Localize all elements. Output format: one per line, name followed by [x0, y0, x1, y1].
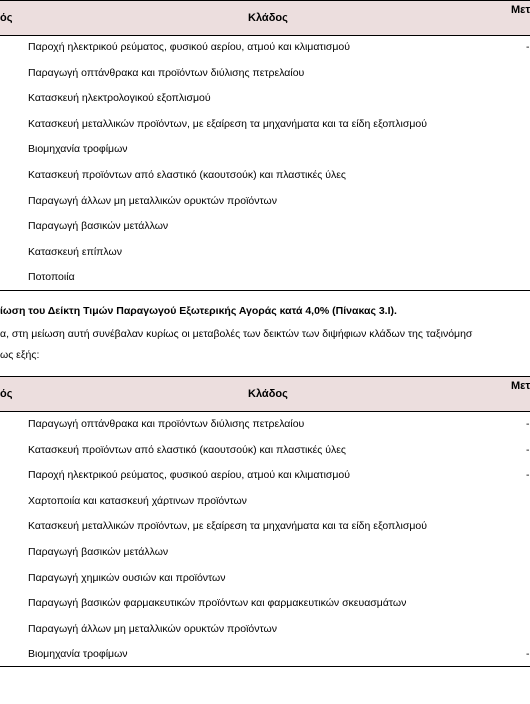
- table-row: [0, 239, 530, 265]
- sector-name: Παροχή ηλεκτρικού ρεύματος, φυσικού αερίου, ατμού και κλιματισμού: [28, 41, 351, 53]
- table1-bottom-rule: [0, 290, 530, 291]
- table-row: [0, 264, 530, 290]
- sector-name: Παραγωγή άλλων μη μεταλλικών ορυκτών προϊόντων: [28, 194, 277, 207]
- table2-bottom-rule: [0, 666, 530, 667]
- table-row: [0, 188, 530, 214]
- sector-name: Κατασκευή μεταλλικών προϊόντων, με εξαίρεση τα μηχανήματα και τα είδη εξοπλισμού: [28, 520, 427, 533]
- sector-name: Παροχή ηλεκτρικού ρεύματος, φυσικού αερίου, ατμού και κλιματισμού: [28, 469, 351, 482]
- sector-name: Παραγωγή οπτάνθρακα και προϊόντων διύλισης πετρελαίου: [28, 418, 305, 430]
- sector-name: Παραγωγή άλλων μη μεταλλικών ορυκτών προϊόντων: [28, 622, 277, 635]
- sector-name: Κατασκευή προϊόντων από ελαστικό (καουτσούκ) και πλαστικές ύλες: [28, 443, 346, 456]
- paragraph-line-2: ως εξής:: [0, 349, 40, 361]
- table-row: [0, 616, 530, 642]
- sector-name: Παραγωγή βασικών μετάλλων: [28, 546, 169, 558]
- table-row: [0, 34, 530, 60]
- table1-header-change: Μετ: [511, 4, 530, 16]
- section-heading: ίωση του Δείκτη Τιμών Παραγωγού Εξωτερικής Αγοράς κατά 4,0% (Πίνακας 3.I).: [0, 305, 397, 317]
- table2-header-sector: Κλάδος: [248, 388, 288, 400]
- sector-name: Χαρτοποιία και κατασκευή χάρτινων προϊόντων: [28, 494, 247, 507]
- sector-name: Παραγωγή βασικών μετάλλων: [28, 220, 169, 233]
- change-value: -: [526, 418, 530, 430]
- table2-header: [0, 376, 530, 412]
- table2-header-left: ός: [0, 388, 13, 400]
- change-value: -: [526, 469, 530, 482]
- table-row: [0, 213, 530, 239]
- sector-name: Κατασκευή μεταλλικών προϊόντων, με εξαίρεση τα μηχανήματα και τα είδη εξοπλισμού: [28, 117, 427, 130]
- table1-header: [0, 0, 530, 36]
- sector-name: Κατασκευή προϊόντων από ελαστικό (καουτσούκ) και πλαστικές ύλες: [28, 169, 346, 181]
- sector-name: Κατασκευή ηλεκτρολογικού εξοπλισμού: [28, 92, 211, 105]
- sector-name: Ποτοποιία: [28, 271, 75, 284]
- table-row: [0, 85, 530, 111]
- table-row: [0, 60, 530, 86]
- table-row: [0, 462, 530, 488]
- table-row: [0, 162, 530, 188]
- sector-name: Βιομηχανία τροφίμων: [28, 648, 128, 661]
- table-row: [0, 565, 530, 591]
- table-row: [0, 641, 530, 667]
- table-row: [0, 111, 530, 137]
- paragraph-line-1: α, στη μείωση αυτή συνέβαλαν κυρίως οι μεταβολές των δεικτών των διψήφιων κλάδων της ταξινόμησ: [0, 328, 473, 340]
- table1-header-sector: Κλάδος: [248, 12, 288, 24]
- sector-name: Παραγωγή οπτάνθρακα και προϊόντων διύλισης πετρελαίου: [28, 66, 305, 79]
- change-value: -: [526, 41, 530, 53]
- sector-name: Βιομηχανία τροφίμων: [28, 143, 128, 156]
- table-row: [0, 411, 530, 437]
- table-row: [0, 136, 530, 162]
- change-value: -: [526, 443, 530, 456]
- sector-name: Παραγωγή βασικών φαρμακευτικών προϊόντων και φαρμακευτικών σκευασμάτων: [28, 597, 407, 610]
- table2-header-change: Μετ: [511, 380, 530, 392]
- table-row: [0, 590, 530, 616]
- table1-header-left: ός: [0, 12, 13, 24]
- sector-name: Παραγωγή χημικών ουσιών και προϊόντων: [28, 571, 226, 584]
- sector-name: Κατασκευή επίπλων: [28, 245, 122, 258]
- table-row: [0, 513, 530, 539]
- table-row: [0, 539, 530, 565]
- table-row: [0, 488, 530, 514]
- change-value: -: [526, 648, 530, 661]
- table-row: [0, 437, 530, 463]
